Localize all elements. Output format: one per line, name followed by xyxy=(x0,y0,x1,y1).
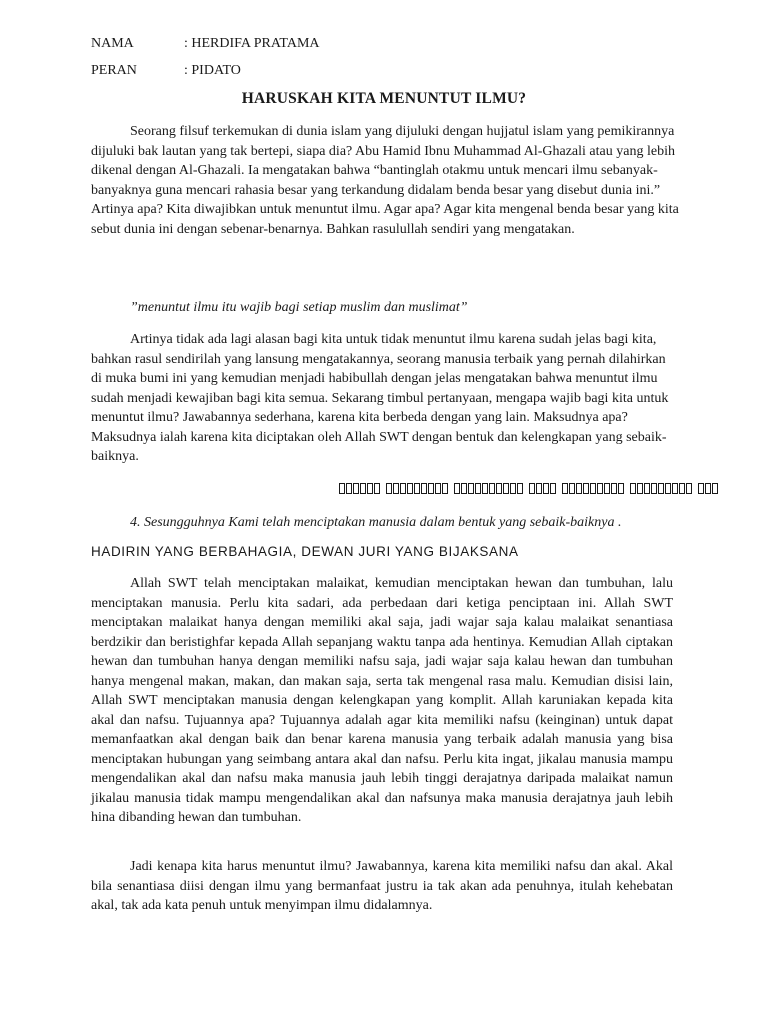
missing-glyph-box xyxy=(496,483,502,494)
arabic-word-glyphs xyxy=(630,483,692,494)
missing-glyph-box xyxy=(353,483,359,494)
missing-glyph-box xyxy=(428,483,434,494)
missing-glyph-box xyxy=(454,483,460,494)
missing-glyph-box xyxy=(510,483,516,494)
arabic-word-glyphs xyxy=(562,483,624,494)
missing-glyph-box xyxy=(435,483,441,494)
missing-glyph-box xyxy=(475,483,481,494)
missing-glyph-box xyxy=(407,483,413,494)
missing-glyph-box xyxy=(658,483,664,494)
missing-glyph-box xyxy=(562,483,568,494)
missing-glyph-box xyxy=(665,483,671,494)
missing-glyph-box xyxy=(705,483,711,494)
missing-glyph-box xyxy=(489,483,495,494)
role-value: : PIDATO xyxy=(184,63,241,78)
missing-glyph-box xyxy=(339,483,345,494)
missing-glyph-box xyxy=(367,483,373,494)
missing-glyph-box xyxy=(421,483,427,494)
missing-glyph-box xyxy=(543,483,549,494)
arabic-verse xyxy=(339,480,718,496)
missing-glyph-box xyxy=(536,483,542,494)
missing-glyph-box xyxy=(393,483,399,494)
missing-glyph-box xyxy=(550,483,556,494)
section-heading: HADIRIN YANG BERBAHAGIA, DEWAN JURI YANG BIJAKSANA xyxy=(91,544,519,559)
document-title: HARUSKAH KITA MENUNTUT ILMU? xyxy=(241,90,527,107)
missing-glyph-box xyxy=(611,483,617,494)
missing-glyph-box xyxy=(503,483,509,494)
name-label: NAMA xyxy=(91,36,134,51)
meaning-paragraph: Artinya tidak ada lagi alasan bagi kita untuk tidak menuntut ilmu karena sudah jelas bagi kita, bahkan rasul sendirilah yang lansung mengatakannya, seorang manusia terbaik yang pernah dilahirkan di muka bumi ini yang kemudian menjadi habibullah dengan jelas mengatakan bahwa menuntut ilmu sudah menjadi kewajiban bagi kita semua. Sekarang timbul pertanyaan, mengapa wajib bagi kita untuk menuntut ilmu? Jawabannya sederhana, karena kita berbeda dengan yang lain. Maksudnya apa? Maksudnya ialah karena kita diciptakan oleh Allah SWT dengan bentuk dan kelengkapan yang sebaik-baiknya. xyxy=(91,332,669,464)
missing-glyph-box xyxy=(482,483,488,494)
missing-glyph-box xyxy=(698,483,704,494)
missing-glyph-box xyxy=(529,483,535,494)
missing-glyph-box xyxy=(386,483,392,494)
hadith-quote: ”menuntut ilmu itu wajib bagi setiap muslim dan muslimat” xyxy=(130,300,468,315)
arabic-word-glyphs xyxy=(386,483,448,494)
verse-translation: 4. Sesungguhnya Kami telah menciptakan manusia dalam bentuk yang sebaik-baiknya . xyxy=(130,515,622,530)
creation-paragraph: Allah SWT telah menciptakan malaikat, kemudian menciptakan hewan dan tumbuhan, lalu menciptakan manusia. Perlu kita sadari, ada perbedaan dari ketiga penciptaan ini. Allah SWT menciptakan malaikat hanya dengan memiliki akal saja, jadi wajar saja kalau malaikat senantiasa berdzikir dan beristighfar kepada Allah sepanjang waktu tanpa ada hentinya. Kemudian Allah ciptakan hewan dan tumbuhan hanya dengan memiliki nafsu saja, jadi wajar saja kalau hewan dan tumbuhan hanya mengenal makan, makan, dan makan saja, serta tak mengenal rasa malu. Kemudian disisi lain, Allah SWT menciptakan manusia dengan kelengkapan yang komplit. Allah karuniakan kepada kita akal dan nafsu. Tujuannya apa? Tujuannya adalah agar kita memiliki nafsu (keinginan) untuk dapat memanfaatkan akal dengan baik dan benar karena manusia yang terbaik adalah manusia yang bisa menciptakan hubungan yang seimbang antara akal dan nafsu. Perlu kita ingat, jikalau manusia mampu mengendalikan akal dan nafsu maka manusia jauh lebih tinggi derajatnya daripada malaikat namun jikalau manusia tidak mampu mengendalikan akal dan nafsunya maka manusia derajatnya jauh lebih hina dibanding hewan dan tumbuhan. xyxy=(91,576,673,825)
missing-glyph-box xyxy=(517,483,523,494)
missing-glyph-box xyxy=(414,483,420,494)
missing-glyph-box xyxy=(569,483,575,494)
missing-glyph-box xyxy=(644,483,650,494)
missing-glyph-box xyxy=(468,483,474,494)
missing-glyph-box xyxy=(597,483,603,494)
intro-paragraph: Seorang filsuf terkemukan di dunia islam yang dijuluki dengan hujjatul islam yang pemikirannya dijuluki bak lautan yang tak bertepi, siapa dia? Abu Hamid Ibnu Muhammad Al-Ghazali atau yang lebih dikenal dengan Al-Ghazali. Ia mengatakan bahwa “bantinglah otakmu untuk mencari ilmu sebanyak-banyaknya guna mencari rahasia besar yang terkandung didalam benda besar yang disebut dunia ini.” Artinya apa? Kita diwajibkan untuk menuntut ilmu. Agar apa? Agar kita mengenal benda besar yang kita sebut dunia ini dengan sebenar-benarnya. Bahkan rasulullah sendiri yang mengatakan. xyxy=(91,124,679,237)
missing-glyph-box xyxy=(672,483,678,494)
missing-glyph-box xyxy=(400,483,406,494)
missing-glyph-box xyxy=(604,483,610,494)
missing-glyph-box xyxy=(360,483,366,494)
name-value: : HERDIFA PRATAMA xyxy=(184,36,320,51)
missing-glyph-box xyxy=(583,483,589,494)
missing-glyph-box xyxy=(374,483,380,494)
missing-glyph-box xyxy=(686,483,692,494)
missing-glyph-box xyxy=(618,483,624,494)
missing-glyph-box xyxy=(461,483,467,494)
role-label: PERAN xyxy=(91,63,137,78)
missing-glyph-box xyxy=(442,483,448,494)
missing-glyph-box xyxy=(712,483,718,494)
missing-glyph-box xyxy=(590,483,596,494)
arabic-word-glyphs xyxy=(529,483,556,494)
closing-paragraph: Jadi kenapa kita harus menuntut ilmu? Jawabannya, karena kita memiliki nafsu dan akal. Akal bila senantiasa diisi dengan ilmu yang bermanfaat justru ia tak akan ada penuhnya, itulah kehebatan akal, tak ada kata penuh untuk menyimpan ilmu didalamnya. xyxy=(91,859,673,913)
arabic-word-glyphs xyxy=(698,483,718,494)
missing-glyph-box xyxy=(637,483,643,494)
missing-glyph-box xyxy=(346,483,352,494)
missing-glyph-box xyxy=(679,483,685,494)
missing-glyph-box xyxy=(651,483,657,494)
arabic-word-glyphs xyxy=(339,483,380,494)
arabic-word-glyphs xyxy=(454,483,523,494)
missing-glyph-box xyxy=(630,483,636,494)
missing-glyph-box xyxy=(576,483,582,494)
